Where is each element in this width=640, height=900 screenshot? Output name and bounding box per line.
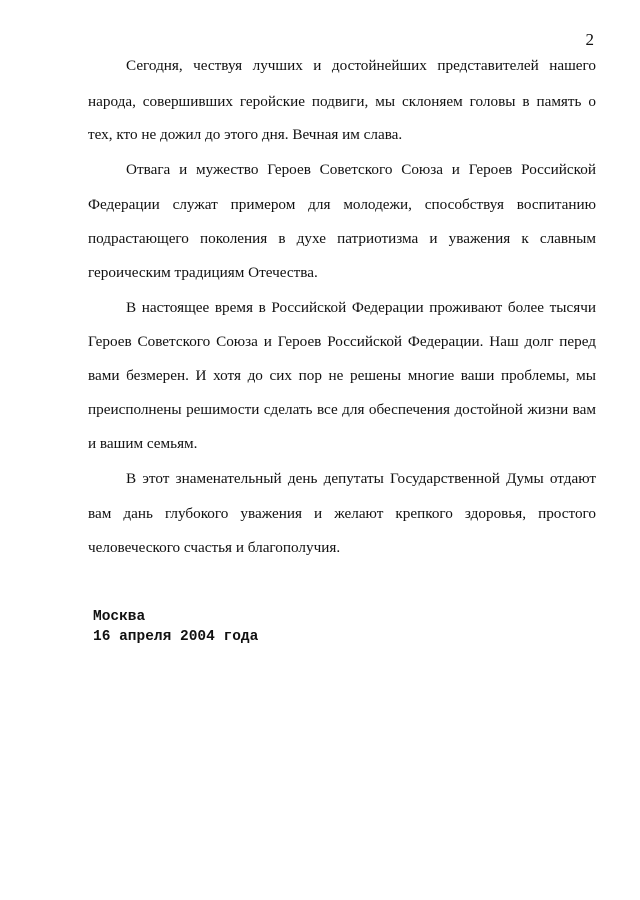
text-line: человеческого счастья и благополучия. <box>88 539 341 556</box>
text-line: Федерации служат примером для молодежи, способствуя воспитанию <box>88 196 596 213</box>
text-line: героическим традициям Отечества. <box>88 264 318 281</box>
page-number: 2 <box>585 30 594 49</box>
text-line: Отвага и мужество Героев Советского Союза и Героев Российской <box>126 161 596 178</box>
text-line: преисполнены решимости сделать все для обеспечения достойной жизни вам <box>88 401 596 418</box>
text-line: Героев Советского Союза и Героев Российской Федерации. Наш долг перед <box>88 333 596 350</box>
text-line: вами безмерен. И хотя до сих пор не решены многие ваши проблемы, мы <box>88 367 596 384</box>
text-line: Сегодня, чествуя лучших и достойнейших представителей нашего <box>126 57 596 74</box>
signature-place: Москва <box>93 609 146 625</box>
signature-date: 16 апреля 2004 года <box>93 629 259 645</box>
text-line: и вашим семьям. <box>88 435 198 452</box>
text-line: народа, совершивших геройские подвиги, мы склоняем головы в память о <box>88 93 596 110</box>
text-line: подрастающего поколения в духе патриотизма и уважения к славным <box>88 230 596 247</box>
text-line: В настоящее время в Российской Федерации проживают более тысячи <box>126 299 596 316</box>
text-line: тех, кто не дожил до этого дня. Вечная им слава. <box>88 126 403 143</box>
text-line: В этот знаменательный день депутаты Государственной Думы отдают <box>126 470 596 487</box>
text-line: вам дань глубокого уважения и желают крепкого здоровья, простого <box>88 505 596 522</box>
